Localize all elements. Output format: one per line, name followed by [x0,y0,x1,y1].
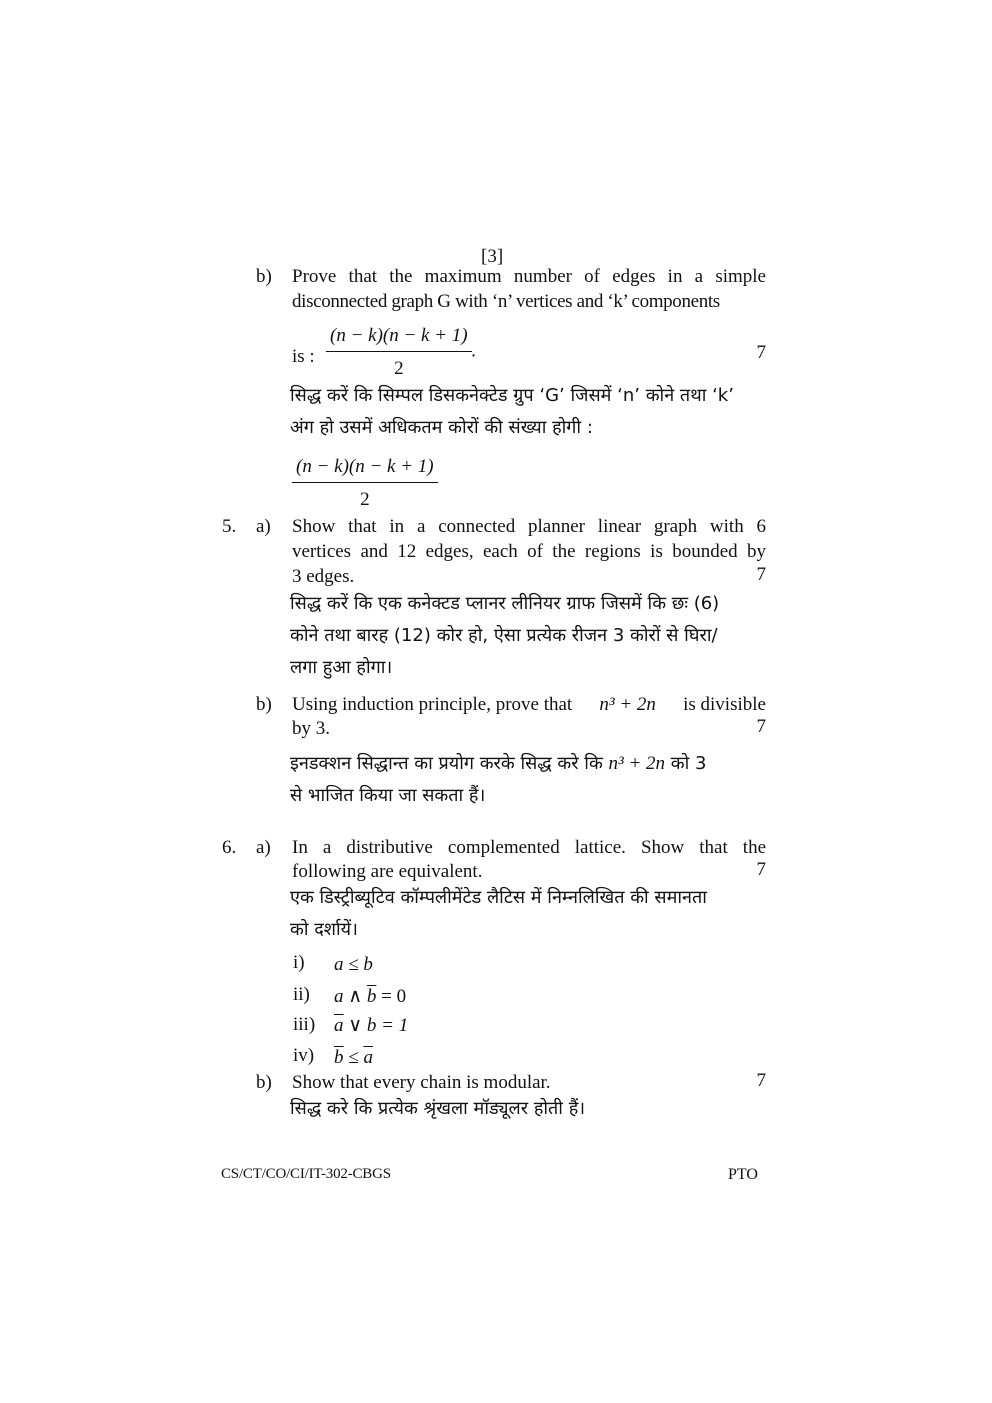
q4b-hindi-fraction [292,454,438,512]
q5a-text-line2: vertices and 12 edges, each of the regions is bounded by [292,541,766,562]
q6a-item-expression [334,1045,373,1070]
q5b-label: b) [256,694,272,715]
q6a-item4-bar1: $\overline{b}$ [334,1047,344,1068]
q6b-marks: 7 [756,1070,766,1091]
q4b-text-line2: disconnected graph G with ‘n’ vertices and ‘k’ components [292,291,720,312]
q5a-hindi-line1: सिद्ध करें कि एक कनेक्टड प्लानर लीनियर ग्राफ जिसमें कि छः (6) [290,593,720,614]
q4b-text-line1: Prove that the maximum number of edges in a simple [292,266,766,287]
q5b-hindi-expression: n³ + 2n [608,753,666,774]
q5b-text-pre: Using induction principle, prove that [292,694,573,715]
q4b-hindi-line2: अंग हो उसमें अधिकतम कोरों की संख्या होगी : [290,417,593,438]
q5b-hindi-post: को 3 [670,753,707,774]
q4b-hindi-frac-numerator: (n − k)(n − k + 1) [292,454,438,483]
q5a-hindi-line3: लगा हुआ होगा। [290,657,393,678]
q6a-item-label: iv) [293,1045,315,1066]
q6a-item-expression [334,984,406,1009]
q4b-marks: 7 [756,342,766,363]
q4b-fraction [326,323,476,381]
q6b-label: b) [256,1072,272,1093]
q6a-item-label: iii) [293,1014,316,1035]
q4b-label: b) [256,266,272,287]
page-number: [3] [481,246,504,267]
q5b-text-post: is divisible [683,694,766,715]
q6b-hindi-line1: सिद्ध करे कि प्रत्येक श्रृंखला मॉड्यूलर होती हैं। [290,1098,586,1119]
q5a-text-line3: 3 edges. [292,566,355,587]
q6-number: 6. [222,837,237,858]
q5a-label: a) [256,516,271,537]
q6a-item3-part-b: ∨ b = 1 [343,1015,409,1036]
q5a-hindi-line2: कोने तथा बारह (12) कोर हो, ऐसा प्रत्येक रीजन 3 कोरों से घिरा/ [290,625,718,646]
q6a-hindi-line1: एक डिस्ट्रीब्यूटिव कॉम्पलीमेंटेड लैटिस में निम्नलिखित की समानता [290,887,707,908]
q5b-text-line1 [292,692,766,717]
q6a-hindi-line2: को दर्शायें। [290,919,358,940]
q6a-item-expression: a ≤ b [334,954,373,975]
q5b-hindi-line2: से भाजित किया जा सकता हैं। [290,785,486,806]
q5a-marks: 7 [756,564,766,585]
q6a-item2-bar: $\overline{b}$ [366,986,377,1007]
q5b-expression: n³ + 2n [599,694,656,715]
q6a-item3-bar: $\overline{a}$ [334,1015,344,1036]
q6a-label: a) [256,837,271,858]
q4b-hindi-line1: सिद्ध करें कि सिम्पल डिसकनेक्टेड ग्रुप ‘G’ जिसमें ‘n’ कोने तथा ‘k’ [290,385,734,406]
q4b-is-label: is : [292,346,315,367]
q6a-item4-mid: ≤ [343,1047,364,1068]
q6a-item2-part-b: = 0 [376,986,407,1007]
q6a-item-label: ii) [293,984,310,1005]
q5b-text-line2: by 3. [292,718,330,739]
q4b-frac-numerator: (n − k)(n − k + 1) [326,323,472,352]
q6a-text-line1: In a distributive complemented lattice. Show that the [292,837,766,858]
q6a-marks: 7 [756,859,766,880]
q6a-item-label: i) [293,952,305,973]
footer-pto: PTO [728,1166,758,1183]
q5b-marks: 7 [756,716,766,737]
q6a-item-expression [334,1013,408,1038]
q6a-item4-bar2: $\overline{a}$ [363,1047,373,1068]
q5b-hindi-line1 [290,748,706,780]
q6a-text-line2: following are equivalent. [292,861,483,882]
q4b-period: . [471,340,477,362]
q4b-hindi-frac-denominator: 2 [360,489,370,510]
q6b-text-line1: Show that every chain is modular. [292,1072,551,1093]
q5a-text-line1: Show that in a connected planner linear graph with 6 [292,516,766,537]
q4b-frac-denominator: 2 [394,358,404,379]
q5b-hindi-pre: इनडक्शन सिद्धान्त का प्रयोग करके सिद्ध करे कि [290,753,603,774]
q6a-item2-part-a: a ∧ [334,986,367,1007]
footer-paper-code: CS/CT/CO/CI/IT-302-CBGS [221,1166,391,1182]
q5-number: 5. [222,516,237,537]
